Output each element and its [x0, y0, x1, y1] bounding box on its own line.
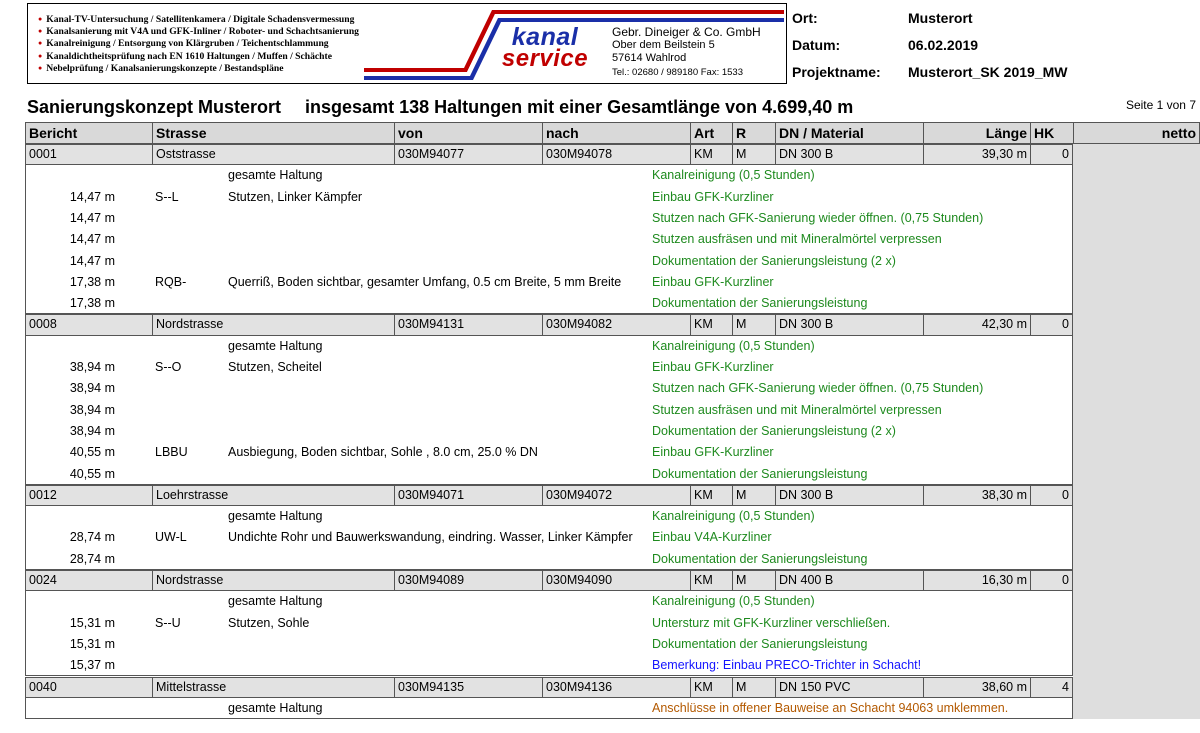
detail-description: Querriß, Boden sichtbar, gesamter Umfang, 0.5 cm Breite, 5 mm Breite — [228, 274, 622, 289]
detail-position: 40,55 m — [69, 466, 115, 481]
detail-row — [25, 527, 1073, 548]
detail-description: Ausbiegung, Boden sichtbar, Sohle , 8.0 cm, 25.0 % DN — [228, 445, 538, 460]
detail-row — [25, 400, 1073, 421]
detail-position: 28,74 m — [69, 551, 115, 566]
haltung-hk-cell: 0 — [1030, 314, 1073, 335]
detail-row — [25, 378, 1073, 399]
detail-description: Stutzen, Linker Kämpfer — [228, 189, 363, 204]
ort-value: Musterort — [908, 10, 973, 26]
haltung-r-cell: M — [732, 570, 775, 591]
detail-action: Kanalreinigung (0,5 Stunden) — [652, 594, 815, 609]
company-address — [612, 26, 765, 79]
haltung-r-cell: M — [732, 485, 775, 506]
ort-label: Ort: — [792, 10, 818, 26]
haltung-von-cell: 030M94135 — [394, 677, 542, 698]
detail-position: 38,94 m — [69, 423, 115, 438]
haltung-strasse-cell: Oststrasse — [152, 144, 394, 165]
detail-row — [25, 506, 1073, 527]
haltung-von-cell: 030M94071 — [394, 485, 542, 506]
letterhead — [27, 3, 787, 84]
detail-action: Dokumentation der Sanierungsleistung — [652, 551, 868, 566]
detail-position: 14,47 m — [69, 189, 115, 204]
company-street: Ober dem Beilstein 5 — [612, 39, 715, 52]
title-main: Sanierungskonzept Musterort — [27, 97, 282, 117]
haltung-von-cell: 030M94077 — [394, 144, 542, 165]
detail-action: Untersturz mit GFK-Kurzliner verschließen. — [652, 615, 891, 630]
detail-action: Dokumentation der Sanierungsleistung (2 x) — [652, 253, 896, 268]
title-summary: insgesamt 138 Haltungen mit einer Gesamtlänge von 4.699,40 m — [305, 97, 854, 117]
company-phone: Tel.: 02680 / 989180 Fax: 1533 — [612, 66, 743, 78]
haltung-bericht-cell: 0040 — [25, 677, 152, 698]
detail-action: Kanalreinigung (0,5 Stunden) — [652, 509, 815, 524]
haltung-von-cell: 030M94089 — [394, 570, 542, 591]
detail-action: Kanalreinigung (0,5 Stunden) — [652, 168, 815, 183]
detail-row — [25, 229, 1073, 250]
datum-value: 06.02.2019 — [908, 37, 979, 53]
haltung-dn-cell: DN 300 B — [775, 485, 923, 506]
header-dn-material: DN / Material — [775, 122, 923, 144]
detail-action: Dokumentation der Sanierungsleistung — [652, 636, 868, 651]
haltung-strasse-cell: Loehrstrasse — [152, 485, 394, 506]
haltung-row — [25, 314, 1200, 335]
detail-position: 15,31 m — [69, 615, 115, 630]
detail-row — [25, 251, 1073, 272]
detail-code: S--U — [155, 615, 181, 630]
haltung-laenge-cell: 16,30 m — [923, 570, 1030, 591]
detail-code: RQB- — [155, 274, 187, 289]
haltung-row — [25, 485, 1200, 506]
detail-description: Stutzen, Sohle — [228, 615, 310, 630]
haltung-dn-cell: DN 400 B — [775, 570, 923, 591]
header-hk: HK — [1030, 122, 1073, 144]
detail-description: gesamte Haltung — [228, 338, 323, 353]
haltung-row — [25, 570, 1200, 591]
haltung-art-cell: KM — [690, 677, 732, 698]
detail-row — [25, 272, 1073, 293]
detail-position: 28,74 m — [69, 530, 115, 545]
detail-action: Bemerkung: Einbau PRECO-Trichter in Schacht! — [652, 658, 922, 673]
haltung-strasse-cell: Nordstrasse — [152, 570, 394, 591]
detail-action: Stutzen nach GFK-Sanierung wieder öffnen. (0,75 Stunden) — [652, 210, 984, 225]
detail-description: gesamte Haltung — [228, 594, 323, 609]
detail-description: gesamte Haltung — [228, 509, 323, 524]
detail-action: Stutzen nach GFK-Sanierung wieder öffnen. (0,75 Stunden) — [652, 381, 984, 396]
detail-action: Anschlüsse in offener Bauweise an Schacht 94063 umklemmen. — [652, 700, 1009, 715]
detail-action: Stutzen ausfräsen und mit Mineralmörtel verpressen — [652, 402, 942, 417]
detail-description: Undichte Rohr und Bauwerkswandung, eindring. Wasser, Linker Kämpfer — [228, 530, 633, 545]
haltung-nach-cell: 030M94072 — [542, 485, 690, 506]
haltung-hk-cell: 0 — [1030, 144, 1073, 165]
detail-description: Stutzen, Scheitel — [228, 360, 322, 374]
detail-position: 38,94 m — [69, 381, 115, 396]
haltung-row — [25, 144, 1200, 165]
haltung-r-cell: M — [732, 314, 775, 335]
detail-description: gesamte Haltung — [228, 700, 323, 715]
haltung-bericht-cell: 0012 — [25, 485, 152, 506]
detail-position: 14,47 m — [69, 232, 115, 247]
detail-action: Dokumentation der Sanierungsleistung — [652, 296, 868, 311]
logo-kanal-text: kanal — [511, 23, 579, 51]
header-nach: nach — [542, 122, 690, 144]
detail-code: S--L — [155, 189, 179, 204]
detail-row — [25, 655, 1073, 676]
netto-cell — [1073, 485, 1200, 570]
detail-row — [25, 357, 1073, 378]
haltung-strasse-cell: Nordstrasse — [152, 314, 394, 335]
projekt-label: Projektname: — [792, 64, 881, 80]
haltung-art-cell: KM — [690, 485, 732, 506]
detail-row — [25, 208, 1073, 229]
header-art: Art — [690, 122, 732, 144]
haltung-art-cell: KM — [690, 144, 732, 165]
netto-cell — [1073, 314, 1200, 484]
datum-label: Datum: — [792, 37, 841, 53]
haltung-hk-cell: 0 — [1030, 485, 1073, 506]
haltung-r-cell: M — [732, 677, 775, 698]
detail-row — [25, 293, 1073, 314]
detail-row — [25, 549, 1073, 570]
detail-position: 17,38 m — [69, 296, 115, 311]
service-line: ● Kanalreinigung / Entsorgung von Klärgruben / Teichentschlammung — [38, 38, 438, 50]
header-strasse: Strasse — [152, 122, 394, 144]
haltung-nach-cell: 030M94136 — [542, 677, 690, 698]
haltung-hk-cell: 4 — [1030, 677, 1073, 698]
company-city: 57614 Wahlrod — [612, 52, 687, 65]
detail-position: 14,47 m — [69, 210, 115, 225]
detail-action: Einbau GFK-Kurzliner — [652, 360, 774, 374]
service-line: ● Kanaldichtheitsprüfung nach EN 1610 Haltungen / Muffen / Schächte — [38, 51, 438, 63]
company-name: Gebr. Dineiger & Co. GmbH — [612, 25, 761, 39]
haltung-bericht-cell: 0001 — [25, 144, 152, 165]
netto-cell — [1073, 677, 1200, 720]
detail-action: Einbau GFK-Kurzliner — [652, 189, 774, 204]
detail-row — [25, 591, 1073, 612]
projekt-value: Musterort_SK 2019_MW — [908, 64, 1068, 80]
detail-position: 14,47 m — [69, 253, 115, 268]
haltung-dn-cell: DN 300 B — [775, 144, 923, 165]
detail-code: LBBU — [155, 445, 188, 460]
service-line: ● Nebelprüfung / Kanalsanierungskonzepte / Bestandspläne — [38, 63, 438, 75]
detail-position: 17,38 m — [69, 274, 115, 289]
detail-code: UW-L — [155, 530, 187, 545]
detail-row — [25, 421, 1073, 442]
haltung-art-cell: KM — [690, 570, 732, 591]
detail-action: Einbau GFK-Kurzliner — [652, 445, 774, 460]
haltung-nach-cell: 030M94082 — [542, 314, 690, 335]
header-netto: netto — [1073, 122, 1200, 144]
detail-position: 38,94 m — [69, 360, 115, 374]
detail-action: Einbau V4A-Kurzliner — [652, 530, 772, 545]
detail-row — [25, 165, 1073, 186]
haltung-bericht-cell: 0008 — [25, 314, 152, 335]
haltung-r-cell: M — [732, 144, 775, 165]
haltung-laenge-cell: 42,30 m — [923, 314, 1030, 335]
detail-position: 38,94 m — [69, 402, 115, 417]
service-line: ● Kanalsanierung mit V4A und GFK-Inliner / Roboter- und Schachtsanierung — [38, 26, 438, 38]
netto-cell — [1073, 144, 1200, 314]
detail-row — [25, 634, 1073, 655]
detail-row — [25, 187, 1073, 208]
detail-code: S--O — [155, 360, 182, 374]
haltung-dn-cell: DN 300 B — [775, 314, 923, 335]
haltung-hk-cell: 0 — [1030, 570, 1073, 591]
haltung-bericht-cell: 0024 — [25, 570, 152, 591]
haltung-nach-cell: 030M94090 — [542, 570, 690, 591]
service-line: ● Kanal-TV-Untersuchung / Satellitenkamera / Digitale Schadensvermessung — [38, 14, 438, 26]
haltung-laenge-cell: 39,30 m — [923, 144, 1030, 165]
header-bericht: Bericht — [25, 122, 152, 144]
haltung-von-cell: 030M94131 — [394, 314, 542, 335]
detail-position: 15,37 m — [69, 658, 115, 673]
haltung-laenge-cell: 38,30 m — [923, 485, 1030, 506]
detail-action: Kanalreinigung (0,5 Stunden) — [652, 338, 815, 353]
page-number: Seite 1 von 7 — [1125, 98, 1196, 112]
logo-service-text: service — [501, 45, 589, 72]
header-r: R — [732, 122, 775, 144]
haltung-nach-cell: 030M94078 — [542, 144, 690, 165]
netto-cell — [1073, 570, 1200, 677]
haltung-row — [25, 677, 1200, 698]
haltung-strasse-cell: Mittelstrasse — [152, 677, 394, 698]
detail-row — [25, 464, 1073, 485]
detail-row — [25, 336, 1073, 357]
header-laenge: Länge — [923, 122, 1030, 144]
haltung-art-cell: KM — [690, 314, 732, 335]
page-title — [27, 97, 853, 118]
detail-position: 40,55 m — [69, 445, 115, 460]
detail-action: Dokumentation der Sanierungsleistung (2 x) — [652, 423, 896, 438]
detail-action: Stutzen ausfräsen und mit Mineralmörtel verpressen — [652, 232, 942, 247]
detail-row — [25, 613, 1073, 634]
detail-action: Einbau GFK-Kurzliner — [652, 274, 774, 289]
detail-description: gesamte Haltung — [228, 168, 323, 183]
header-von: von — [394, 122, 542, 144]
detail-row — [25, 698, 1073, 719]
company-logo — [490, 23, 600, 72]
haltung-laenge-cell: 38,60 m — [923, 677, 1030, 698]
detail-action: Dokumentation der Sanierungsleistung — [652, 466, 868, 481]
detail-row — [25, 442, 1073, 463]
detail-position: 15,31 m — [69, 636, 115, 651]
table-header-row — [25, 122, 1200, 144]
haltung-dn-cell: DN 150 PVC — [775, 677, 923, 698]
